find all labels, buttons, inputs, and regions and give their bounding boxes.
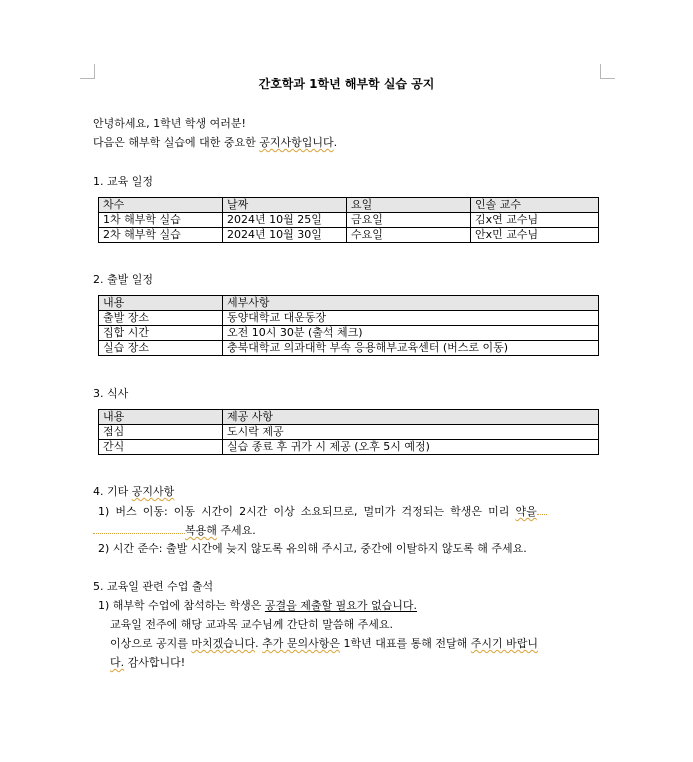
table-row	[99, 425, 599, 440]
table-header-row	[99, 198, 599, 213]
table-row	[99, 440, 599, 455]
table-header-cell: 세부사항	[223, 296, 599, 311]
departure-schedule-table	[98, 295, 599, 356]
table-row	[99, 326, 599, 341]
table-row	[99, 213, 599, 228]
table-header-cell: 날짜	[223, 198, 347, 213]
table-cell: 안x민 교수님	[471, 228, 599, 243]
table-cell: 2차 해부학 실습	[99, 228, 223, 243]
intro-text: 다음은 해부학 실습에 대한 중요한 공지사항입니다.	[93, 136, 338, 149]
other-item-bus: 1) 버스 이동: 이동 시간이 2시간 이상 소요되므로, 멀미가 걱정되는 학생은 미리 약을	[98, 503, 547, 519]
other-item-bus-cont: 복용해 주세요.	[93, 522, 256, 538]
table-cell: 도시락 제공	[223, 425, 599, 440]
table-cell: 1차 해부학 실습	[99, 213, 223, 228]
table-cell: 2024년 10월 30일	[223, 228, 347, 243]
table-header-cell: 내용	[99, 410, 223, 425]
table-cell: 출발 장소	[99, 311, 223, 326]
table-cell: 오전 10시 30분 (출석 체크)	[223, 326, 599, 341]
table-cell: 동양대학교 대운동장	[223, 311, 599, 326]
other-item-time: 2) 시간 준수: 출발 시간에 늦지 않도록 유의해 주시고, 중간에 이탈하지 않도록 해 주세요.	[98, 542, 527, 555]
table-header-row	[99, 410, 599, 425]
table-cell: 간식	[99, 440, 223, 455]
education-schedule-table	[98, 197, 599, 243]
spellcheck-flag: 공지사항입니다	[259, 136, 334, 149]
table-cell: 점심	[99, 425, 223, 440]
attendance-line-2: 교육일 전주에 해당 교과목 교수님께 간단히 말씀해 주세요.	[110, 618, 393, 631]
closing-line: 이상으로 공지를 마치겠습니다. 추가 문의사항은 1학년 대표를 통해 전달해 주시기 바랍니	[110, 637, 539, 650]
meal-table	[98, 409, 599, 455]
table-cell: 김x연 교수님	[471, 213, 599, 228]
table-cell: 2024년 10월 25일	[223, 213, 347, 228]
table-header-row	[99, 296, 599, 311]
table-row	[99, 311, 599, 326]
table-cell: 수요일	[347, 228, 471, 243]
table-cell: 실습 장소	[99, 341, 223, 356]
attendance-item-1: 1) 해부학 수업에 참석하는 학생은 공결을 제출할 필요가 없습니다.	[98, 599, 418, 612]
greeting: 안녕하세요, 1학년 학생 여러분!	[93, 117, 246, 130]
section-heading-attendance: 5. 교육일 관련 수업 출석	[93, 580, 214, 593]
section-heading-education: 1. 교육 일정	[93, 175, 153, 188]
table-header-cell: 요일	[347, 198, 471, 213]
document-title: 간호학과 1학년 해부학 실습 공지	[258, 77, 435, 91]
table-row	[99, 341, 599, 356]
section-heading-departure: 2. 출발 일정	[93, 273, 153, 286]
section-heading-other: 4. 기타 공지사항	[93, 485, 175, 498]
table-row	[99, 228, 599, 243]
table-cell: 충북대학교 의과대학 부속 응용해부교육센터 (버스로 이동)	[223, 341, 599, 356]
table-cell: 집합 시간	[99, 326, 223, 341]
table-header-cell: 제공 사항	[223, 410, 599, 425]
section-heading-meal: 3. 식사	[93, 387, 129, 400]
table-header-cell: 차수	[99, 198, 223, 213]
table-header-cell: 내용	[99, 296, 223, 311]
table-cell: 금요일	[347, 213, 471, 228]
closing-line-cont: 다. 감사합니다!	[110, 656, 186, 669]
table-header-cell: 인솔 교수	[471, 198, 599, 213]
table-cell: 실습 종료 후 귀가 시 제공 (오후 5시 예정)	[223, 440, 599, 455]
